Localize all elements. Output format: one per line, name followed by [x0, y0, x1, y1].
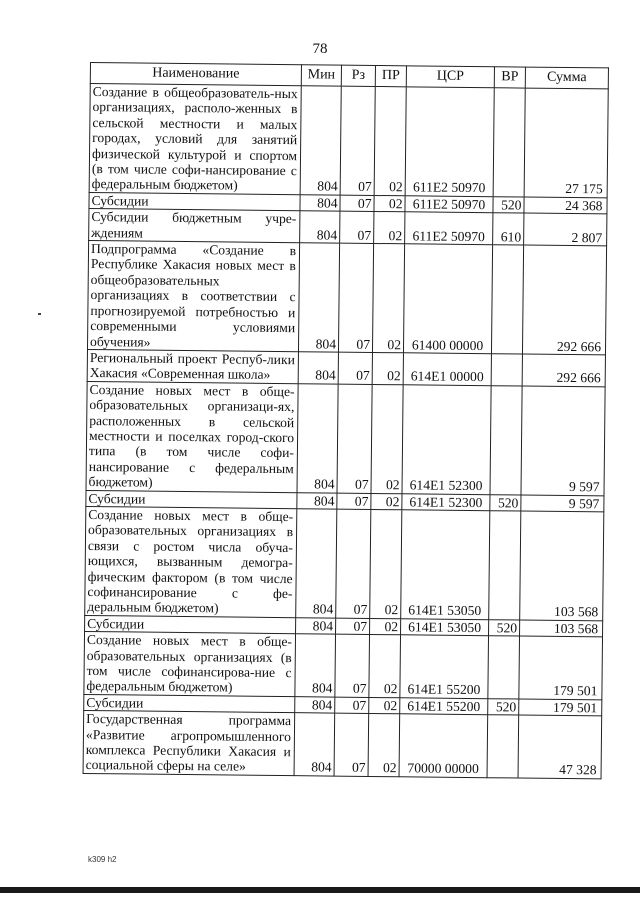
- row-sum: 292 666: [522, 354, 605, 387]
- row-name: Субсидии: [89, 192, 300, 211]
- row-csr: 614E1 55200: [400, 635, 489, 699]
- row-rz: 07: [337, 493, 371, 510]
- row-vr: [491, 354, 522, 386]
- row-csr: 61400 00000: [403, 244, 492, 354]
- row-name: Субсидии: [85, 615, 296, 634]
- header-sum: Сумма: [525, 67, 608, 89]
- row-min: 804: [300, 195, 340, 212]
- row-name: Субсидии бюджетным учре-ждениям: [89, 209, 300, 243]
- row-rz: 07: [336, 509, 371, 618]
- row-pr: 02: [369, 697, 400, 714]
- row-vr: 520: [490, 494, 521, 511]
- row-vr: [490, 385, 522, 494]
- row-name: Создание новых мест в обще-образовательных организациях в связи с ростом числа обуча-ющихся, вызванным демогра-фическим фактором (в том числе софинансирование с фе-деральным бюджетом): [85, 506, 297, 617]
- row-pr: 02: [370, 618, 401, 635]
- row-sum: 103 568: [520, 511, 604, 621]
- row-sum: 27 175: [524, 88, 608, 198]
- row-rz: 07: [340, 211, 374, 243]
- row-min: 804: [295, 634, 336, 697]
- row-vr: [493, 88, 525, 197]
- row-name: Субсидии: [84, 694, 295, 713]
- row-vr: 520: [488, 699, 519, 716]
- row-pr: 02: [371, 384, 403, 493]
- row-pr: 02: [374, 86, 406, 195]
- table-row: [84, 632, 603, 700]
- scan-speck: [38, 313, 41, 315]
- header-pr: ПР: [375, 65, 406, 86]
- header-name: Наименование: [90, 63, 301, 86]
- row-csr: 614E1 52300: [402, 493, 490, 510]
- row-sum: 179 501: [519, 699, 602, 716]
- row-sum: 2 807: [524, 213, 607, 246]
- row-name: Государственная программа «Развитие агропромышленного комплекса Республики Хакасия и социальной сферы на селе»: [83, 711, 295, 776]
- row-csr: 614E1 53050: [401, 619, 489, 636]
- row-sum: 24 368: [524, 197, 607, 214]
- row-csr: 70000 00000: [399, 714, 488, 778]
- table-row: [89, 84, 608, 198]
- row-min: 804: [297, 492, 337, 509]
- row-pr: 02: [368, 714, 400, 777]
- row-sum: 103 568: [520, 620, 603, 637]
- row-sum: 179 501: [519, 636, 603, 699]
- row-min: 804: [298, 352, 338, 384]
- row-rz: 07: [338, 243, 373, 352]
- row-rz: 07: [335, 634, 370, 697]
- row-name: Субсидии: [86, 490, 297, 509]
- row-sum: 9 597: [521, 386, 605, 496]
- budget-table: [83, 62, 609, 779]
- row-min: 804: [297, 383, 338, 492]
- scan-edge-shadow: [0, 887, 640, 893]
- header-csr: ЦСР: [406, 66, 494, 88]
- table-row: [87, 241, 606, 355]
- row-pr: 02: [374, 212, 405, 244]
- row-min: 804: [298, 243, 339, 352]
- row-vr: 520: [489, 620, 520, 637]
- row-vr: 610: [493, 213, 524, 245]
- row-name: Региональный проект Респуб-лики Хакасия «Современная школа»: [87, 349, 298, 383]
- row-rz: 07: [335, 697, 369, 714]
- budget-table-sheet: [83, 62, 609, 779]
- row-rz: 07: [340, 195, 374, 212]
- row-sum: 9 597: [521, 495, 604, 512]
- row-min: 804: [295, 697, 335, 714]
- row-csr: 614E1 52300: [402, 385, 491, 495]
- table-row: [83, 711, 602, 779]
- row-min: 804: [300, 211, 340, 243]
- row-sum: 292 666: [522, 245, 606, 355]
- row-rz: 07: [334, 713, 369, 776]
- row-min: 804: [296, 617, 336, 634]
- row-rz: 07: [337, 384, 372, 493]
- row-name: Подпрограмма «Создание в Республике Хакасия новых мест в общеобразовательных организациях в соответствии с прогнозируемой потребностью и современными условиями обучения»: [87, 241, 299, 352]
- row-csr: 614E1 00000: [403, 353, 491, 386]
- header-rz: Рз: [341, 65, 375, 86]
- table-row: [87, 349, 605, 386]
- row-vr: [487, 715, 519, 778]
- row-pr: 02: [369, 635, 401, 698]
- table-row: [85, 506, 604, 620]
- row-name: Создание новых мест в обще-образовательных организациях (в том числе софинансирова-ние с федеральным бюджетом): [84, 632, 296, 697]
- row-csr: 611E2 50970: [405, 196, 493, 213]
- row-min: 804: [300, 86, 341, 195]
- row-rz: 07: [338, 352, 372, 384]
- row-rz: 07: [340, 86, 375, 195]
- row-rz: 07: [336, 618, 370, 635]
- row-vr: [491, 245, 523, 354]
- row-name: Создание новых мест в обще-образовательных организаци-ях, расположенных в сельской местности и поселках город-ского типа (в том числе софи-нансирование с федеральным бюджетом): [86, 381, 298, 492]
- row-pr: 02: [370, 509, 402, 618]
- row-pr: 02: [372, 352, 403, 384]
- footer-code: k309 h2: [88, 855, 117, 864]
- table-row: [86, 381, 605, 495]
- row-csr: 611E2 50970: [405, 212, 493, 245]
- row-sum: 47 328: [518, 715, 602, 778]
- header-min: Мин: [301, 65, 341, 86]
- row-min: 804: [294, 713, 335, 776]
- row-pr: 02: [372, 244, 404, 353]
- row-pr: 02: [374, 195, 405, 212]
- row-vr: [488, 636, 520, 699]
- row-vr: 520: [493, 197, 524, 214]
- row-csr: 614E1 53050: [401, 510, 490, 620]
- row-csr: 614E1 55200: [400, 698, 488, 715]
- header-vr: ВР: [494, 67, 525, 88]
- row-name: Создание в общеобразователь-ных организациях, располо-женных в сельской местности и малых городах, условий для занятий физической культурой и спортом (в том числе софи-нансирование с федеральным бюджетом): [89, 84, 301, 195]
- row-pr: 02: [371, 493, 402, 510]
- row-min: 804: [296, 509, 337, 618]
- row-csr: 611E2 50970: [405, 87, 494, 197]
- page-number: 78: [312, 41, 328, 57]
- row-vr: [489, 511, 521, 620]
